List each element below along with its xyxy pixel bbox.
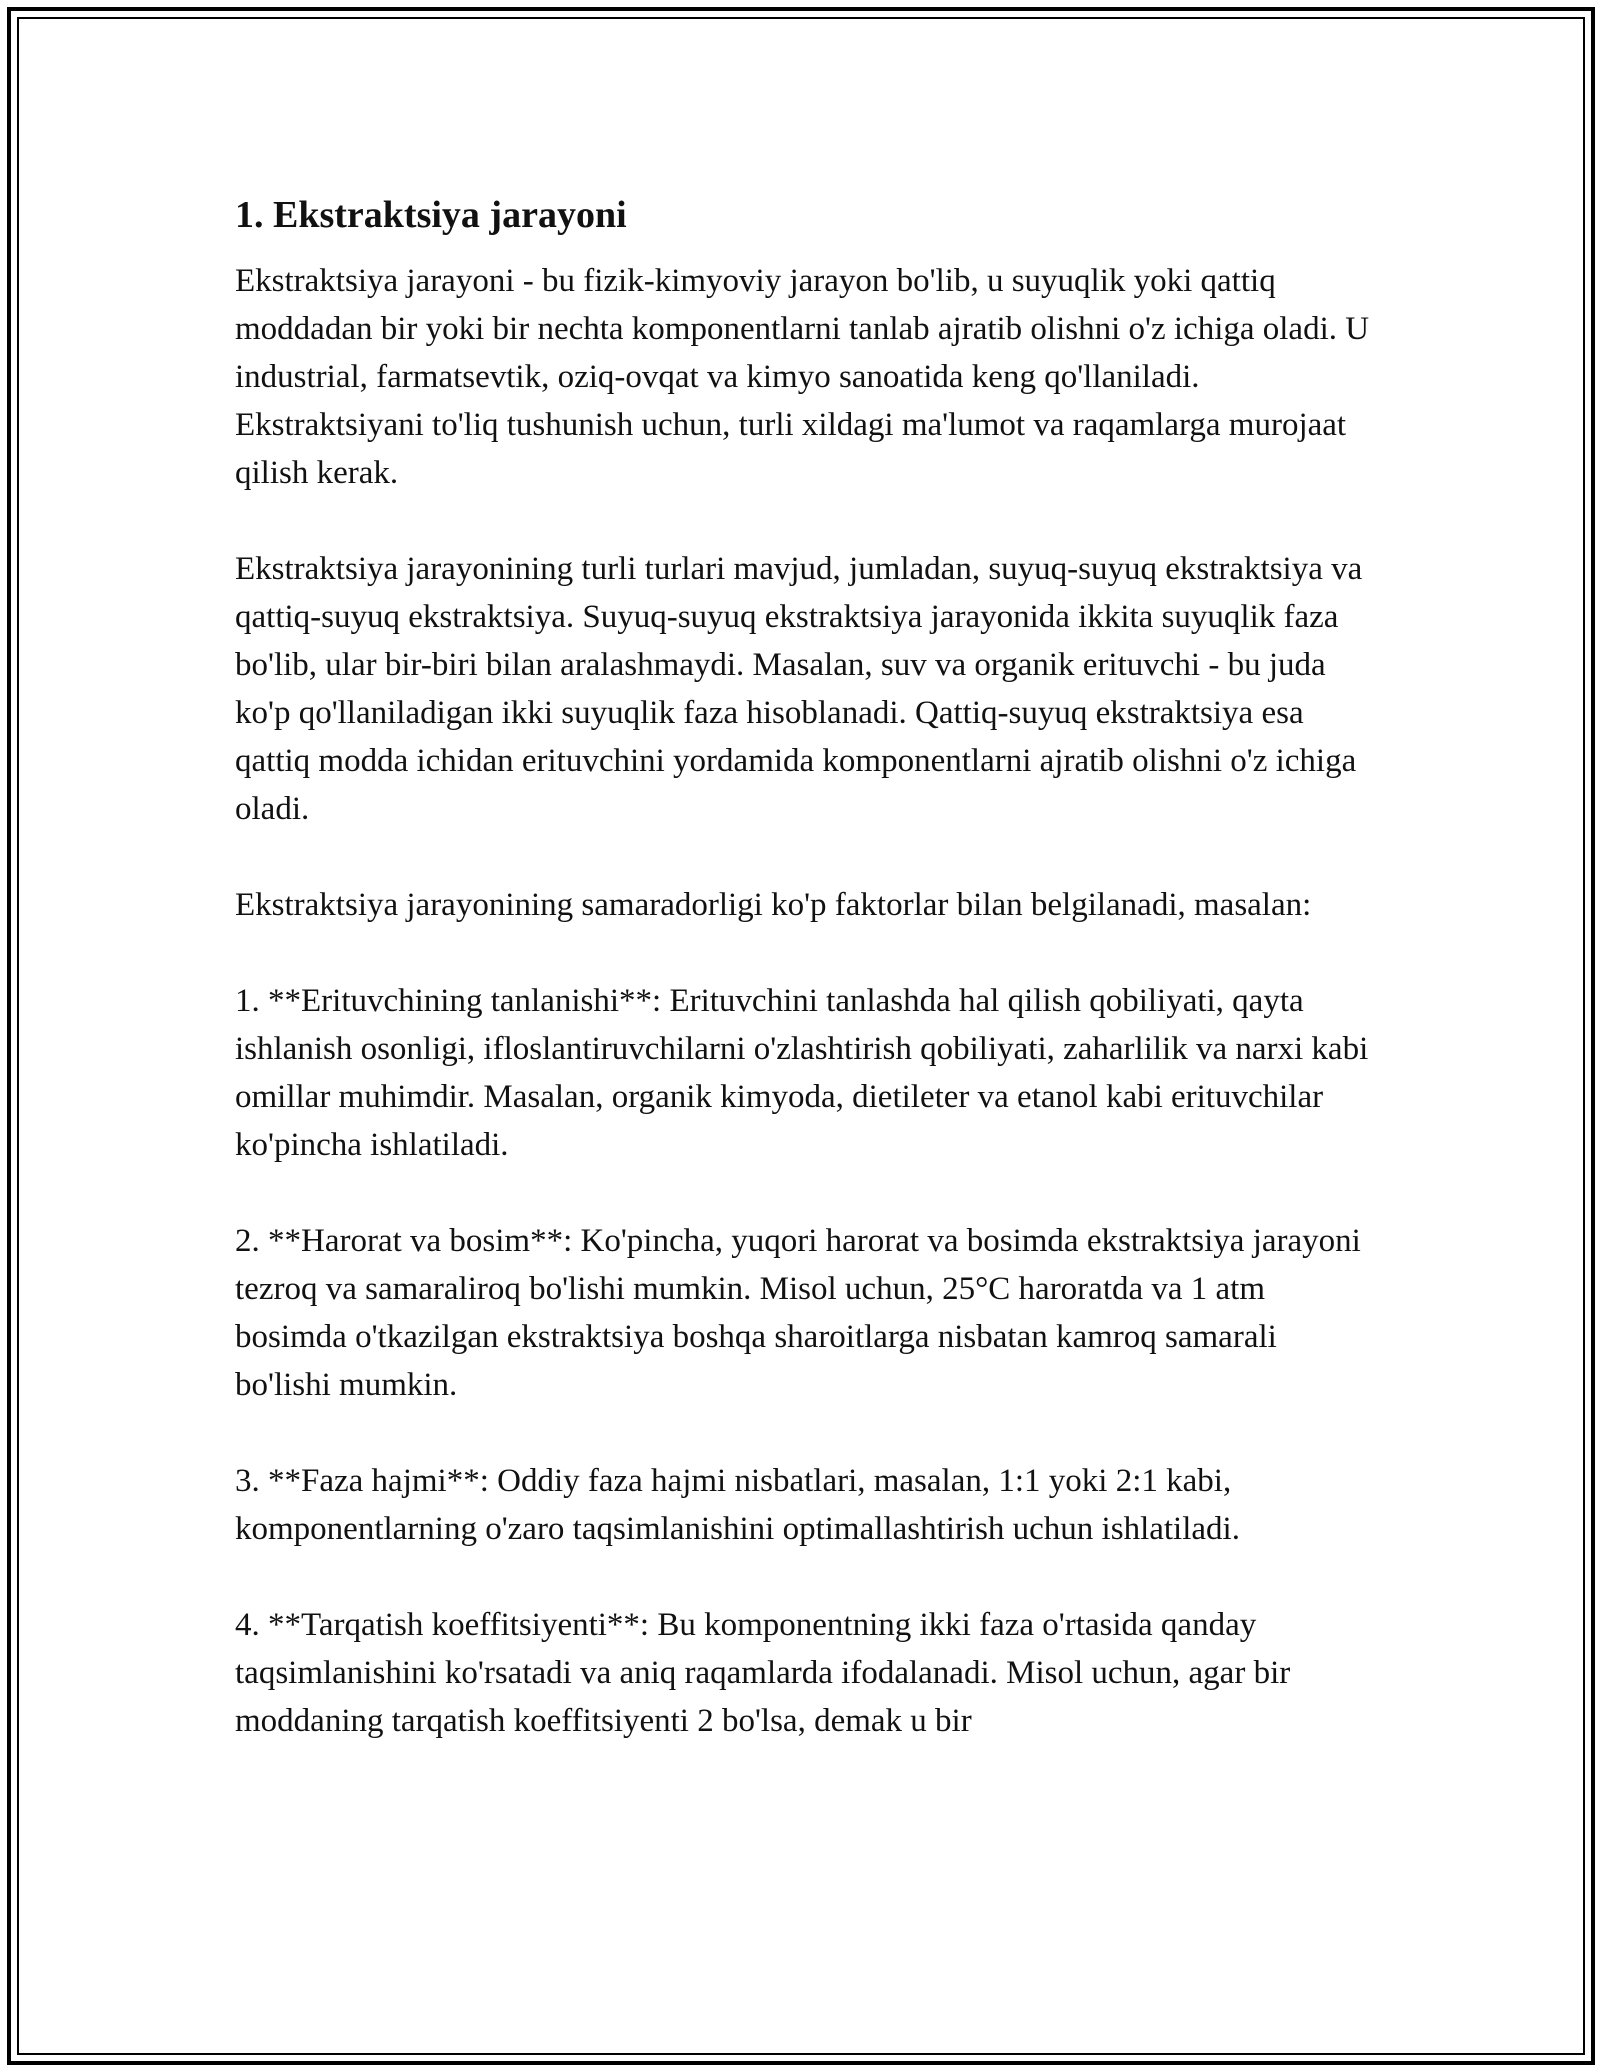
list-item-temperature-pressure: 2. **Harorat va bosim**: Ko'pincha, yuqori harorat va bosimda ekstraktsiya jarayoni tezroq va samaraliroq bo'lishi mumkin. Misol uchun, 25°C haroratda va 1 atm bosimda o'tkazilgan ekstraktsiya boshqa sharoitlarga nisbatan kamroq samarali bo'lishi mumkin. <box>235 1223 1361 1403</box>
paragraph-intro: Ekstraktsiya jarayoni - bu fizik-kimyoviy jarayon bo'lib, u suyuqlik yoki qattiq moddadan bir yoki bir nechta komponentlarni tanlab ajratib olishni o'z ichiga oladi. U industrial, farmatsevtik, oziq-ovqat va kimyo sanoatida keng qo'llaniladi. Ekstraktsiyani to'liq tushunish uchun, turli xildagi ma'lumot va raqamlarga murojaat qilish kerak. <box>235 263 1370 491</box>
list-item-solvent-choice: 1. **Erituvchining tanlanishi**: Erituvchini tanlashda hal qilish qobiliyati, qayta ishlanish osonligi, ifloslantiruvchilarni o'zlashtirish qobiliyati, zaharlilik va narxi kabi omillar muhimdir. Masalan, organik kimyoda, dietileter va etanol kabi erituvchilar ko'pincha ishlatiladi. <box>235 983 1369 1163</box>
document-body <box>235 185 1375 1745</box>
section-title: 1. Ekstraktsiya jarayoni <box>235 194 627 236</box>
list-item-distribution-coefficient: 4. **Tarqatish koeffitsiyenti**: Bu komponentning ikki faza o'rtasida qanday taqsimlanishini ko'rsatadi va aniq raqamlarda ifodalanadi. Misol uchun, agar bir moddaning tarqatish koeffitsiyenti 2 bo'lsa, demak u bir <box>235 1607 1291 1739</box>
paragraph-types: Ekstraktsiya jarayonining turli turlari mavjud, jumladan, suyuq-suyuq ekstraktsiya va qattiq-suyuq ekstraktsiya. Suyuq-suyuq ekstraktsiya jarayonida ikkita suyuqlik faza bo'lib, ular bir-biri bilan aralashmaydi. Masalan, suv va organik erituvchi - bu juda ko'p qo'llaniladigan ikki suyuqlik faza hisoblanadi. Qattiq-suyuq ekstraktsiya esa qattiq modda ichidan erituvchini yordamida komponentlarni ajratib olishni o'z ichiga oladi. <box>235 551 1363 827</box>
list-item-phase-volume: 3. **Faza hajmi**: Oddiy faza hajmi nisbatlari, masalan, 1:1 yoki 2:1 kabi, komponentlarning o'zaro taqsimlanishini optimallashtirish uchun ishlatiladi. <box>235 1463 1240 1547</box>
paragraph-factors-intro: Ekstraktsiya jarayonining samaradorligi ko'p faktorlar bilan belgilanadi, masalan: <box>235 887 1312 923</box>
